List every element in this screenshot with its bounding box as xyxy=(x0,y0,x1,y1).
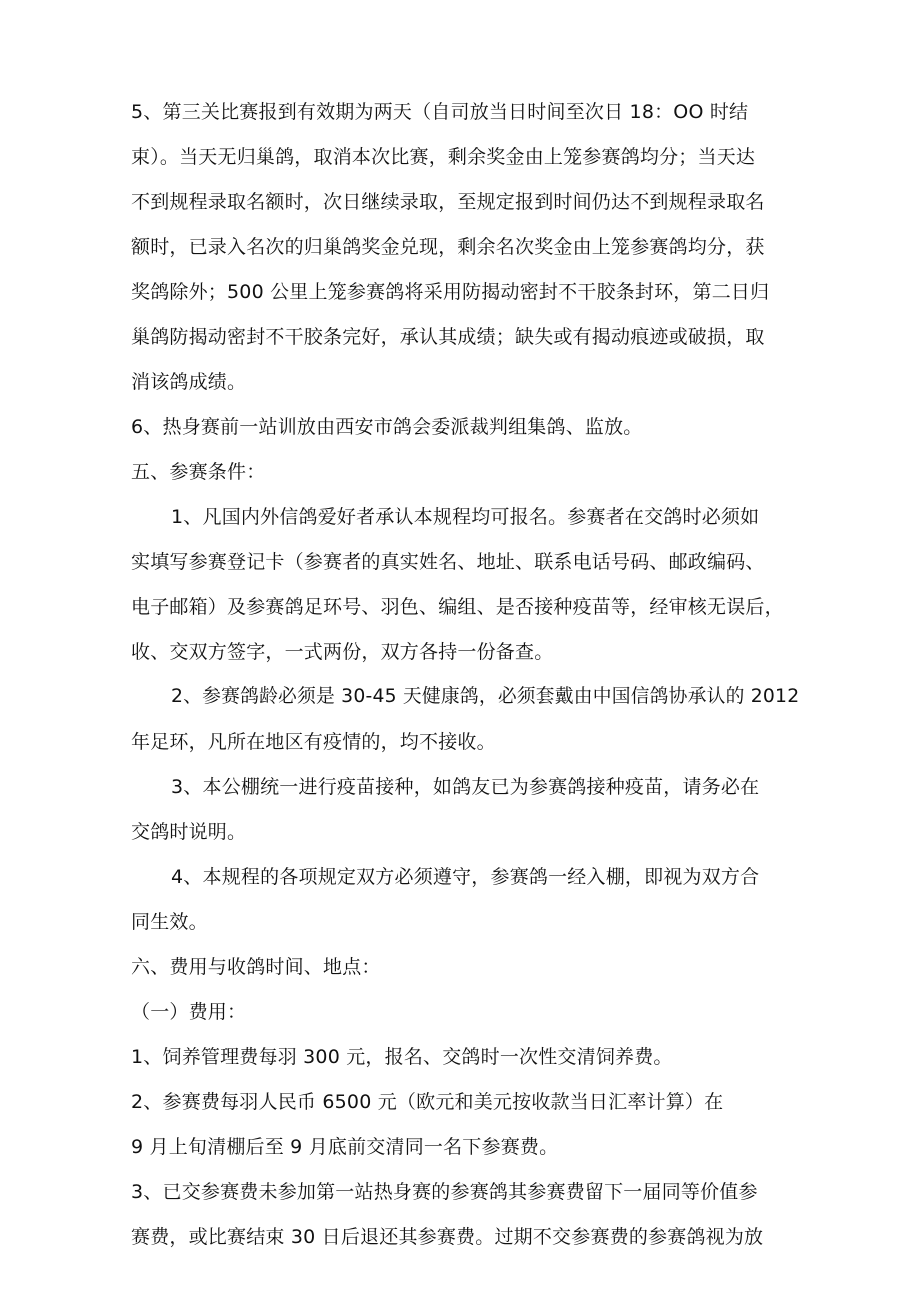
text-line: 收、交双方签字，一式两份，双方各持一份备查。 xyxy=(131,641,554,663)
text-line: 1、饲养管理费每羽 300 元，报名、交鸽时一次性交清饲养费。 xyxy=(131,1046,673,1068)
text-line: 赛费，或比赛结束 30 日后退还其参赛费。过期不交参赛费的参赛鸽视为放 xyxy=(131,1226,764,1248)
text-line: 6、热身赛前一站训放由西安市鸽会委派裁判组集鸽、监放。 xyxy=(131,416,643,438)
text-line: 交鸽时说明。 xyxy=(131,821,247,843)
text-line: 1、凡国内外信鸽爱好者承认本规程均可报名。参赛者在交鸽时必须如 xyxy=(171,506,760,528)
text-line: 电子邮箱）及参赛鸽足环号、羽色、编组、是否接种疫苗等，经审核无误后， xyxy=(131,596,784,618)
text-line: 3、已交参赛费未参加第一站热身赛的参赛鸽其参赛费留下一届同等价值参 xyxy=(131,1181,758,1203)
text-line: 实填写参赛登记卡（参赛者的真实姓名、地址、联系电话号码、邮政编码、 xyxy=(131,551,765,573)
text-line: 9 月上旬清棚后至 9 月底前交清同一名下参赛费。 xyxy=(131,1136,559,1158)
text-line: 同生效。 xyxy=(131,911,208,933)
text-line: 4、本规程的各项规定双方必须遵守，参赛鸽一经入棚，即视为双方合 xyxy=(171,866,760,888)
text-line: 巢鸽防揭动密封不干胶条完好，承认其成绩；缺失或有揭动痕迹或破损，取 xyxy=(131,326,765,348)
text-line: 消该鸽成绩。 xyxy=(131,371,247,393)
section-heading: 六、费用与收鸽时间、地点： xyxy=(131,956,381,978)
section-heading: 五、参赛条件： xyxy=(131,461,266,483)
text-line: 奖鸽除外；500 公里上笼参赛鸽将采用防揭动密封不干胶条封环，第二日归 xyxy=(131,281,770,303)
text-line: 2、参赛费每羽人民币 6500 元（欧元和美元按收款当日汇率计算）在 xyxy=(131,1091,724,1113)
text-line: 5、第三关比赛报到有效期为两天（自司放当日时间至次日 18：OO 时结 xyxy=(131,101,749,123)
text-line: 2、参赛鸽龄必须是 30-45 天健康鸽，必须套戴由中国信鸽协承认的 2012 xyxy=(171,686,800,707)
subsection-heading: （一）费用： xyxy=(131,1001,247,1023)
text-line: 不到规程录取名额时，次日继续录取，至规定报到时间仍达不到规程录取名 xyxy=(131,191,765,213)
text-line: 3、本公棚统一进行疫苗接种，如鸽友已为参赛鸽接种疫苗，请务必在 xyxy=(171,776,760,798)
text-line: 年足环，凡所在地区有疫情的，均不接收。 xyxy=(131,731,496,753)
text-line: 额时，已录入名次的归巢鸽奖金兑现，剩余名次奖金由上笼参赛鸽均分，获 xyxy=(131,236,765,258)
text-line: 束）。当天无归巢鸽，取消本次比赛，剩余奖金由上笼参赛鸽均分；当天达 xyxy=(131,146,756,168)
